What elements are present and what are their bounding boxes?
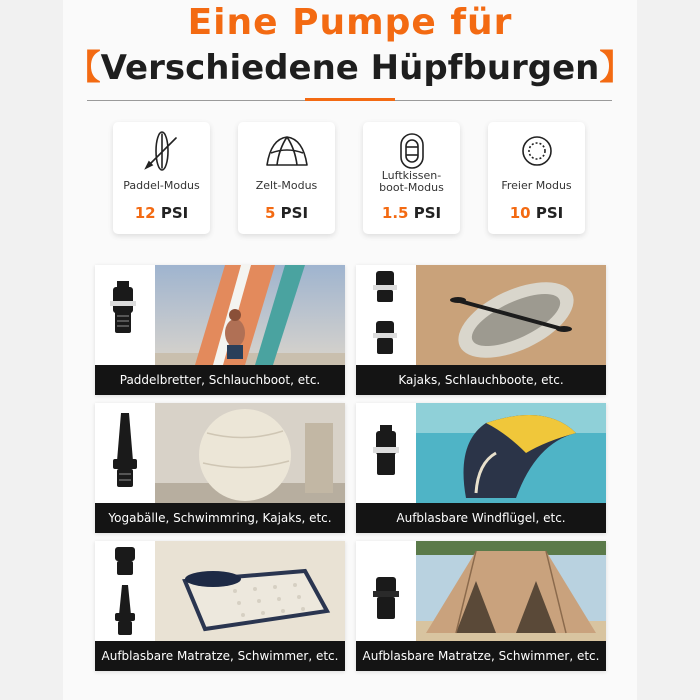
tent-photo <box>416 541 606 641</box>
mode-card-boat <box>363 122 460 234</box>
subtitle-text: Verschiedene Hüpfburgen <box>100 48 600 88</box>
yoga-ball-photo <box>155 403 345 503</box>
paddleboard-photo <box>155 265 345 365</box>
mode-label: Paddel-Modus <box>123 179 200 192</box>
wind-wing-photo <box>416 403 606 503</box>
mode-label: Zelt-Modus <box>255 179 318 192</box>
use-case-card-paddleboard <box>95 265 345 395</box>
air-mattress-photo <box>155 541 345 641</box>
mode-label: Freier Modus <box>501 179 572 192</box>
nozzle-adapter-icon <box>115 585 135 635</box>
nozzle-adapter-icon <box>373 577 399 619</box>
nozzle-adapters <box>356 265 416 365</box>
divider-accent <box>305 98 395 101</box>
nozzle-adapter-icon <box>113 413 137 487</box>
page-title: Eine Pumpe für <box>187 2 513 43</box>
use-case-card-wind-wing <box>356 403 606 533</box>
inflatable-boat-photo <box>416 265 606 365</box>
card-caption: Aufblasbare Matratze, Schwimmer, etc. <box>356 641 606 671</box>
nozzle-adapters <box>95 403 155 503</box>
page-subtitle <box>0 40 700 89</box>
card-caption: Kajaks, Schlauchboote, etc. <box>356 365 606 395</box>
card-caption: Paddelbretter, Schlauchboot, etc. <box>95 365 345 395</box>
nozzle-adapter-icon <box>373 271 397 302</box>
mode-card-paddle <box>113 122 210 234</box>
mode-pressure: 5 PSI <box>264 204 309 222</box>
subtitle-bracket-close: 】 <box>599 48 634 88</box>
nozzle-adapters <box>356 403 416 503</box>
use-case-card-yoga-ball <box>95 403 345 533</box>
nozzle-adapters <box>95 541 155 641</box>
card-caption: Aufblasbare Windflügel, etc. <box>356 503 606 533</box>
mode-label: Luftkissen- boot-Modus <box>379 169 444 194</box>
paddleboard-icon <box>113 130 210 172</box>
nozzle-adapters <box>95 265 155 365</box>
card-caption: Yogabälle, Schwimmring, Kajaks, etc. <box>95 503 345 533</box>
card-caption: Aufblasbare Matratze, Schwimmer, etc. <box>95 641 345 671</box>
inflatable-boat-icon <box>363 130 460 172</box>
nozzle-adapter-icon <box>110 281 136 333</box>
mode-pressure: 10 PSI <box>509 204 564 222</box>
subtitle-bracket-open: 【 <box>66 48 101 88</box>
nozzle-adapter-icon <box>115 547 135 575</box>
nozzle-adapters <box>356 541 416 641</box>
mode-pressure: 1.5 PSI <box>381 204 442 222</box>
use-case-card-tent <box>356 541 606 671</box>
nozzle-adapter-icon <box>373 321 397 354</box>
free-mode-icon <box>488 130 585 172</box>
use-case-card-air-mattress <box>95 541 345 671</box>
mode-card-tent <box>238 122 335 234</box>
mode-card-free <box>488 122 585 234</box>
use-case-card-boat <box>356 265 606 395</box>
nozzle-adapter-icon <box>373 425 399 475</box>
mode-pressure: 12 PSI <box>134 204 189 222</box>
tent-icon <box>238 130 335 172</box>
